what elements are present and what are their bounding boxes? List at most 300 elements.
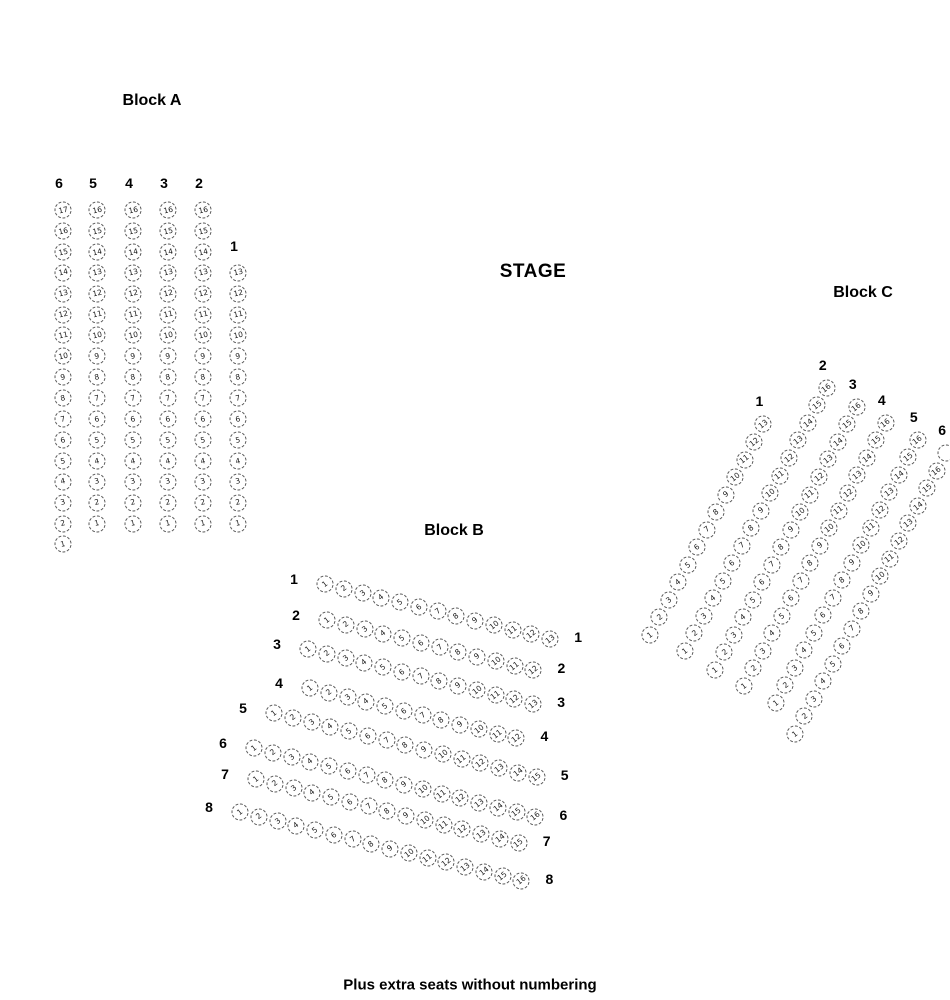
seat-number: 8 xyxy=(380,774,390,785)
seat xyxy=(230,411,247,428)
seat xyxy=(195,473,212,490)
seat-number: 7 xyxy=(381,735,392,746)
seat xyxy=(414,707,431,724)
seat-number: 14 xyxy=(831,435,845,449)
seat xyxy=(642,627,659,644)
seat-number: 2 xyxy=(59,518,67,529)
seat xyxy=(491,830,508,847)
seat-number: 5 xyxy=(717,575,728,586)
seat-number: 3 xyxy=(129,476,137,487)
seat-number: 8 xyxy=(746,522,756,533)
seat-number: 9 xyxy=(419,744,429,755)
seat-number: 10 xyxy=(436,747,450,761)
seat xyxy=(470,721,487,738)
seat-number: 6 xyxy=(818,610,828,621)
seat xyxy=(525,695,542,712)
seat-number: 9 xyxy=(785,524,796,535)
seat xyxy=(344,831,361,848)
seat xyxy=(839,416,856,433)
seat xyxy=(508,730,525,747)
seat-number: 10 xyxy=(487,618,501,632)
seat-number: 13 xyxy=(756,417,770,431)
seat xyxy=(160,222,177,239)
seat-number: 10 xyxy=(873,569,887,583)
seat-number: 5 xyxy=(59,455,67,466)
seat-number: 2 xyxy=(93,497,101,508)
seat xyxy=(266,775,283,792)
seat xyxy=(853,603,870,620)
block-b-row-label-right: 1 xyxy=(574,628,583,645)
seat-number: 2 xyxy=(340,619,351,630)
seat xyxy=(469,648,486,665)
seat-number: 6 xyxy=(344,796,355,807)
seat-number: 6 xyxy=(396,666,407,677)
seat xyxy=(689,539,706,556)
seat xyxy=(394,630,411,647)
seat-number: 4 xyxy=(799,645,809,656)
seat-number: 1 xyxy=(320,578,330,589)
block-b-row-label-left: 5 xyxy=(239,700,247,716)
seat xyxy=(792,572,809,589)
seat xyxy=(354,585,371,602)
seat-number: 4 xyxy=(361,696,371,707)
seat xyxy=(195,202,212,219)
seat-number: 5 xyxy=(397,633,407,644)
seat xyxy=(89,390,106,407)
seat-number: 1 xyxy=(771,697,781,708)
seat-number: 3 xyxy=(164,476,172,487)
seat xyxy=(809,397,826,414)
seat xyxy=(708,504,725,521)
seat-number: 14 xyxy=(493,831,507,845)
seat xyxy=(487,653,504,670)
seat xyxy=(320,684,337,701)
seat xyxy=(743,520,760,537)
seat xyxy=(284,709,301,726)
seat xyxy=(230,348,247,365)
seat xyxy=(752,502,769,519)
seat-number: 8 xyxy=(805,557,815,568)
seat-number: 3 xyxy=(272,815,283,826)
seat-number: 3 xyxy=(729,629,739,640)
seat xyxy=(160,348,177,365)
seat xyxy=(660,591,677,608)
seat xyxy=(736,451,753,468)
seat-number: 4 xyxy=(307,787,317,798)
seat-number: 2 xyxy=(719,647,729,658)
seat xyxy=(125,390,142,407)
seat xyxy=(744,591,761,608)
seat-number: 12 xyxy=(439,855,453,869)
seat xyxy=(125,264,142,281)
block-c-title: Block C xyxy=(833,284,893,301)
seat-number: 4 xyxy=(738,612,748,623)
seat xyxy=(89,515,106,532)
seat-number: 12 xyxy=(873,503,887,517)
seat xyxy=(55,473,72,490)
seat xyxy=(754,642,771,659)
seat xyxy=(871,501,888,518)
seat-number: 3 xyxy=(288,782,299,793)
seat xyxy=(303,714,320,731)
seat xyxy=(377,698,394,715)
seat-number: 8 xyxy=(711,506,721,517)
seat xyxy=(862,519,879,536)
seat xyxy=(89,202,106,219)
seat xyxy=(55,327,72,344)
seat xyxy=(509,764,526,781)
seat-number: 5 xyxy=(93,434,101,445)
seat xyxy=(360,798,377,815)
seat-number: 11 xyxy=(505,623,519,637)
seat xyxy=(55,222,72,239)
seat xyxy=(862,585,879,602)
seat xyxy=(341,723,358,740)
seat-number: 8 xyxy=(93,372,101,382)
seat xyxy=(195,243,212,260)
seat xyxy=(727,469,744,486)
seat xyxy=(820,451,837,468)
seat-number: 4 xyxy=(673,577,683,588)
seat xyxy=(89,306,106,323)
seat-number: 11 xyxy=(454,752,468,766)
seat-number: 12 xyxy=(892,534,906,548)
seat xyxy=(322,718,339,735)
seat xyxy=(527,808,544,825)
seat xyxy=(745,660,762,677)
seat-number: 12 xyxy=(812,470,826,484)
seat-number: 10 xyxy=(197,329,209,341)
seat xyxy=(698,521,715,538)
seat xyxy=(890,532,907,549)
seat xyxy=(377,772,394,789)
seat-number: 11 xyxy=(772,468,786,482)
seat-number: 6 xyxy=(362,730,373,741)
seat-number: 9 xyxy=(129,351,137,361)
seat-number: 3 xyxy=(809,693,819,704)
seat-number: 12 xyxy=(841,486,855,500)
seat-number: 15 xyxy=(91,225,103,237)
seat xyxy=(325,826,342,843)
seat-number: 5 xyxy=(808,627,819,638)
seat-number: 16 xyxy=(911,433,925,447)
seat xyxy=(504,621,521,638)
seat-number: 7 xyxy=(59,413,67,424)
seat xyxy=(89,243,106,260)
seat xyxy=(230,473,247,490)
seat-number: 11 xyxy=(863,520,877,534)
seat-number: 3 xyxy=(286,751,297,762)
seat-number: 16 xyxy=(91,204,103,216)
seat xyxy=(356,621,373,638)
seat-number: 12 xyxy=(91,287,103,299)
seat-number: 6 xyxy=(234,413,242,424)
seat-number: 14 xyxy=(860,451,874,465)
seat xyxy=(323,789,340,806)
seat-number: 6 xyxy=(413,601,424,612)
seat-number: 7 xyxy=(415,671,426,682)
block-a-column-header: 6 xyxy=(55,175,63,191)
seat-number: 4 xyxy=(234,455,242,466)
seat xyxy=(419,849,436,866)
seat xyxy=(358,767,375,784)
block-b-row-label-right: 7 xyxy=(542,833,551,850)
seat-number: 5 xyxy=(380,701,390,712)
seat-number: 3 xyxy=(340,652,351,663)
seat xyxy=(796,642,813,659)
seat xyxy=(55,390,72,407)
seat xyxy=(125,327,142,344)
seat xyxy=(89,264,106,281)
seat xyxy=(506,657,523,674)
seat xyxy=(802,555,819,572)
seat-number: 15 xyxy=(57,246,69,257)
seat-number: 11 xyxy=(488,688,502,702)
seat-number: 2 xyxy=(253,811,264,822)
seat-number: 7 xyxy=(363,801,374,812)
seat-number: 13 xyxy=(526,697,540,711)
seat-number: 4 xyxy=(325,721,335,732)
seat xyxy=(230,369,247,386)
seat-number: 13 xyxy=(162,267,174,278)
seat xyxy=(230,264,247,281)
block-b-row-label-left: 2 xyxy=(292,607,300,623)
seat-number: 3 xyxy=(699,610,709,621)
seat xyxy=(452,716,469,733)
seat xyxy=(523,626,540,643)
seat-number: 4 xyxy=(93,455,101,466)
seat xyxy=(195,327,212,344)
seat xyxy=(900,515,917,532)
seat-number: 5 xyxy=(326,792,336,803)
seat xyxy=(438,854,455,871)
seat xyxy=(358,693,375,710)
seat-number: 1 xyxy=(59,539,67,550)
seat-number: 1 xyxy=(739,680,749,691)
seat-number: 3 xyxy=(359,623,370,634)
seat-number: 14 xyxy=(162,246,174,257)
seat-number: 1 xyxy=(680,645,690,656)
block-b-row-label-left: 3 xyxy=(273,636,281,652)
seat-number: 8 xyxy=(451,610,461,621)
seat-number: 7 xyxy=(434,642,445,653)
seat-number: 16 xyxy=(879,416,893,430)
seat-number: 13 xyxy=(791,433,805,447)
seat xyxy=(55,243,72,260)
seat-number: 10 xyxy=(822,521,836,535)
seat-number: 1 xyxy=(93,518,101,529)
seat xyxy=(269,813,286,830)
seat-number: 11 xyxy=(57,329,69,341)
seat-number: 8 xyxy=(366,838,376,849)
stage-label: STAGE xyxy=(499,261,567,282)
seat-number: 12 xyxy=(524,627,538,641)
seat xyxy=(542,630,559,647)
seat xyxy=(787,726,804,743)
seat xyxy=(160,243,177,260)
seat-number: 9 xyxy=(814,540,825,551)
block-b-row-label-right: 3 xyxy=(557,693,566,710)
seat-number: 5 xyxy=(395,597,405,608)
seat-number: 1 xyxy=(322,614,332,625)
block-c-column-header: 3 xyxy=(848,375,857,392)
seat xyxy=(410,598,427,615)
seat xyxy=(805,624,822,641)
seat xyxy=(250,808,267,825)
seat-number: 14 xyxy=(127,246,139,257)
seat-number: 2 xyxy=(287,712,298,723)
seat xyxy=(468,682,485,699)
seat-number: 3 xyxy=(790,662,800,673)
seat xyxy=(55,369,72,386)
seat xyxy=(304,784,321,801)
seat xyxy=(230,327,247,344)
seat xyxy=(89,494,106,511)
seat xyxy=(230,390,247,407)
seat xyxy=(473,825,490,842)
seat xyxy=(416,741,433,758)
seat xyxy=(125,473,142,490)
block-a-column-header: 3 xyxy=(160,175,168,191)
seat xyxy=(716,644,733,661)
seat xyxy=(89,411,106,428)
seat xyxy=(849,467,866,484)
seat xyxy=(431,639,448,656)
seat-number: 2 xyxy=(799,711,809,722)
seat-number: 9 xyxy=(453,680,463,691)
seat-number: 1 xyxy=(645,629,655,640)
seat xyxy=(724,555,741,572)
seat-number: 4 xyxy=(164,455,172,466)
seat-number: 15 xyxy=(810,398,824,412)
seat xyxy=(777,677,794,694)
seat xyxy=(815,673,832,690)
seat xyxy=(160,202,177,219)
seat-number: 12 xyxy=(507,692,521,706)
seat-number: 10 xyxy=(402,846,416,860)
seat-number: 9 xyxy=(401,810,411,821)
seat-number: 6 xyxy=(786,593,796,604)
seat-number: 9 xyxy=(755,505,766,516)
seat-number: 1 xyxy=(129,518,137,529)
seat xyxy=(782,521,799,538)
seat-number: 11 xyxy=(91,308,103,320)
seat xyxy=(319,612,336,629)
seat-number: 2 xyxy=(338,583,349,594)
block-c-column-header: 5 xyxy=(909,408,918,425)
seat xyxy=(302,753,319,770)
seat xyxy=(890,466,907,483)
seat-number: 5 xyxy=(324,761,334,772)
seat-number: 7 xyxy=(347,834,358,845)
seat xyxy=(433,785,450,802)
seat xyxy=(160,390,177,407)
seat xyxy=(378,732,395,749)
seat-number: 2 xyxy=(780,680,790,691)
seat xyxy=(248,771,265,788)
seat xyxy=(160,452,177,469)
seat-number: 13 xyxy=(197,267,209,278)
seat xyxy=(230,431,247,448)
seat-number: 8 xyxy=(400,739,410,750)
seat xyxy=(762,485,779,502)
seat-number: 14 xyxy=(91,246,103,257)
seat-number: 5 xyxy=(344,726,354,737)
seat xyxy=(321,758,338,775)
seat xyxy=(195,285,212,302)
seat-number: 1 xyxy=(303,643,313,654)
seat xyxy=(195,306,212,323)
seat-number: 1 xyxy=(199,518,207,529)
seat xyxy=(160,285,177,302)
seat-number: 12 xyxy=(57,308,69,320)
seat-number: 11 xyxy=(197,308,209,320)
seat-number: 13 xyxy=(232,267,244,278)
seat-number: 14 xyxy=(801,416,815,430)
seat-number: 9 xyxy=(399,779,409,790)
seat-number: 13 xyxy=(492,761,506,775)
seat-number: 12 xyxy=(197,287,209,299)
seat xyxy=(843,554,860,571)
seat xyxy=(283,749,300,766)
seat xyxy=(379,803,396,820)
seat xyxy=(818,379,835,396)
seat-number: 15 xyxy=(901,450,915,464)
seat-number: 16 xyxy=(162,204,174,216)
seat-number: 16 xyxy=(514,874,528,887)
seat xyxy=(195,494,212,511)
seat-number: 7 xyxy=(701,524,712,535)
seat xyxy=(528,769,545,786)
seat xyxy=(195,369,212,386)
seat-number: 9 xyxy=(93,351,101,361)
seat-number: 12 xyxy=(747,435,761,449)
seat xyxy=(160,431,177,448)
seat xyxy=(266,705,283,722)
seat xyxy=(872,568,889,585)
seat xyxy=(824,655,841,672)
seat-number: 6 xyxy=(342,765,353,776)
seat xyxy=(471,794,488,811)
seat-number: 4 xyxy=(199,455,207,466)
seat xyxy=(55,202,72,219)
seat-number: 12 xyxy=(473,756,487,770)
seat-number: 6 xyxy=(199,413,207,424)
seat xyxy=(491,759,508,776)
seat-unnumbered xyxy=(938,445,950,462)
seat xyxy=(790,432,807,449)
seat xyxy=(510,835,527,852)
seat-number: 15 xyxy=(529,770,543,784)
block-c-column-header: 6 xyxy=(938,422,947,439)
seat-number: 2 xyxy=(269,778,280,789)
seat-number: 13 xyxy=(850,468,864,482)
seat xyxy=(714,572,731,589)
seat xyxy=(55,348,72,365)
seat-number: 8 xyxy=(453,646,463,657)
seat-number: 5 xyxy=(827,658,838,669)
seat-number: 7 xyxy=(795,575,806,586)
seat xyxy=(160,369,177,386)
seat xyxy=(494,868,511,885)
seat-number: 15 xyxy=(197,225,209,237)
block-b-row-label-left: 4 xyxy=(275,675,283,691)
seat xyxy=(341,793,358,810)
seat xyxy=(810,468,827,485)
seat-number: 2 xyxy=(748,663,758,674)
seat xyxy=(356,654,373,671)
seat-number: 8 xyxy=(837,574,847,585)
